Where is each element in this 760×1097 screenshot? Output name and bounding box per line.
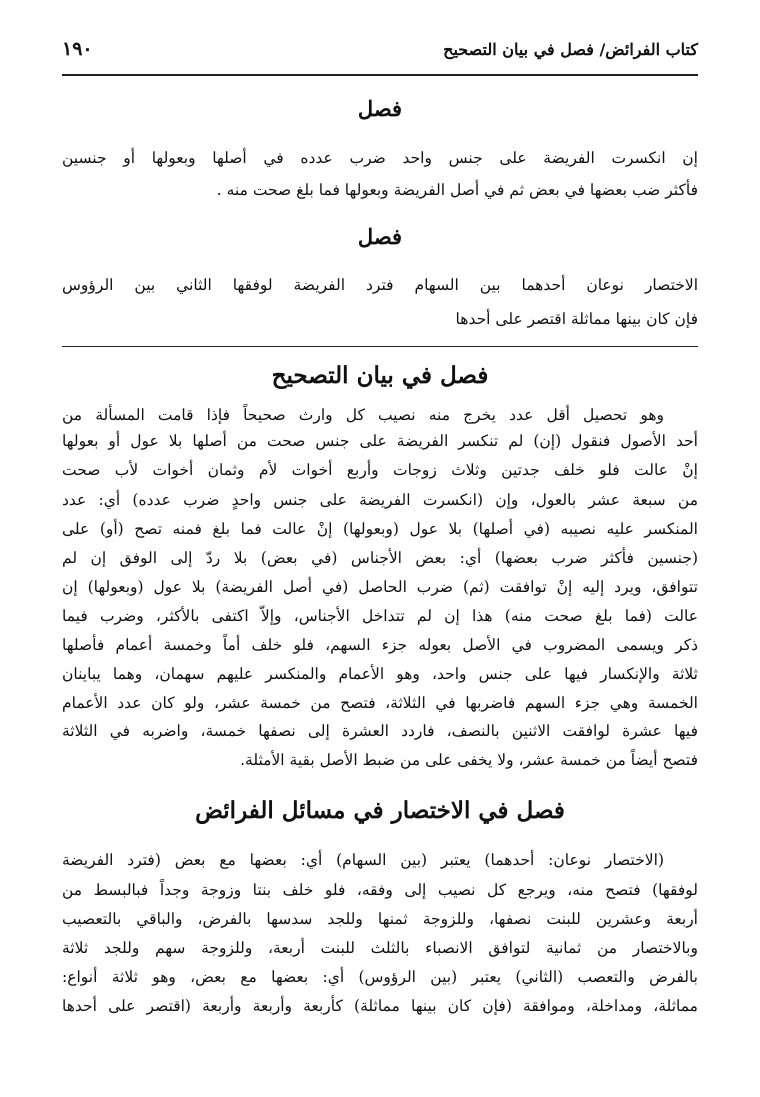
divider-rule (62, 346, 698, 347)
text-line: (الاختصار نوعان: أحدهما) يعتبر (بين السهام) أي: بعضها مع بعض (فترد الفريضة (62, 851, 664, 869)
text-line: إن انكسرت الفريضة على جنس واحد ضرب عدده في أصلها وبعولها أو جنسين (62, 149, 698, 167)
text-line: من سبعة عشر بالعول، وإن (انكسرت الفريضة على جنس واحدٍ ضرب عدده) أي: عدد (62, 491, 698, 509)
text-line: وهو تحصيل أقل عدد يخرج منه نصيب كل وارث صحيحاً فإذا قامت المسألة من (62, 406, 664, 424)
text-line: الخمسة وهي جزء السهم فاضربها في الثلاثة، فتصح من خمسة عشر، ولو كان عدد الأعمام (62, 694, 698, 712)
text-line: الاختصار نوعان أحدهما بين السهام فترد الفريضة لوفقها الثاني بين الرؤوس (62, 276, 698, 294)
text-line: المنكسر عليه نصيبه (في أصلها) بلا عول (وبعولها) إنْ عالت فما بلغ فمنه تصح (أو) على (62, 520, 698, 538)
text-line: وبالاختصار من ثمانية لتوافق الانصباء بالثلث للبنت أربعة، وللزوجة سهم وللجد ثلاثة (62, 939, 698, 957)
page-number: ١٩٠ (62, 38, 93, 60)
section-heading: فصل (357, 224, 403, 249)
text-line: تتوافق، ويرد إليه إنْ توافقت (ثم) ضرب الحاصل (في أصل الفريضة) بلا عول (وبعولها) إن (62, 578, 698, 596)
section-heading: فصل في الاختصار في مسائل الفرائض (195, 797, 565, 824)
text-line: بالفرض والتعصب (الثاني) يعتبر (بين الرؤوس) أي: بعضها مع بعض، وهو ثلاثة أنواع: (62, 968, 698, 986)
section-heading: فصل في بيان التصحيح (271, 362, 489, 389)
text-line: ثلاثة والإنكسار فيها على جنس واحد، وهو الأعمام والمنكسر عليهم سهمان، وهما يباينان (62, 665, 698, 683)
text-line: (جنسين فأكثر ضرب بعضها) أي: بعض الأجناس (في بعض) بلا ردّ إلى الوفق إن لم (62, 549, 698, 567)
text-line: إنْ عالت فلو خلف جدتين وثلاث زوجات وأربع أخوات لأم وثمان أخوات لأب صحت (62, 461, 698, 479)
text-line: أحد الأصول فنقول (إن) لم تنكسر الفريضة على جنس صحت من أصلها بلا عول أو بعولها (62, 432, 698, 450)
text-line: فأكثر ضب بعضها في بعض ثم في أصل الفريضة وبعولها فما بلغ صحت منه . (216, 181, 698, 199)
text-line: عالت (فما بلغ صحت منه) هذا إن لم تتداخل الأجناس، وإلاّ اكتفى بالأكثر، وضرب فيما (62, 607, 698, 625)
text-line: لوفقها) فتصح منه، ويرجع كل نصيب إلى وفقه، فلو خلف بنتا وزوجة وجداً فبالبسط من (62, 881, 698, 899)
text-line: فيها عشرة لوافقت الاثنين بالنصف، فاردد العشرة إلى نصفها خمسة، واضربه في الثلاثة (62, 722, 698, 740)
page-header (62, 40, 698, 70)
text-line: ذكر ويسمى المضروب في الأصل بعوله جزء السهم، فلو خلف أماً وخمسة أعمام فأصلها (62, 636, 698, 654)
header-rule (62, 74, 698, 76)
text-line: مماثلة، ومداخلة، وموافقة (فإن كان بينها مماثلة) كأربعة وأربعة وأربعة (اقتصر على أحدها (62, 997, 698, 1015)
text-line: فتصح أيضاً من خمسة عشر، ولا يخفى على من ضبط الأصل بقية الأمثلة. (240, 751, 698, 769)
section-heading: فصل (357, 96, 403, 121)
text-line: أربعة وعشرين للبنت نصفها، وللزوجة ثمنها وللجد سدسها بالفرض، والباقي بالتعصيب (62, 910, 698, 928)
running-title: كتاب الفرائض/ فصل في بيان التصحيح (443, 40, 698, 59)
text-line: فإن كان بينها مماثلة اقتصر على أحدها (455, 310, 698, 328)
